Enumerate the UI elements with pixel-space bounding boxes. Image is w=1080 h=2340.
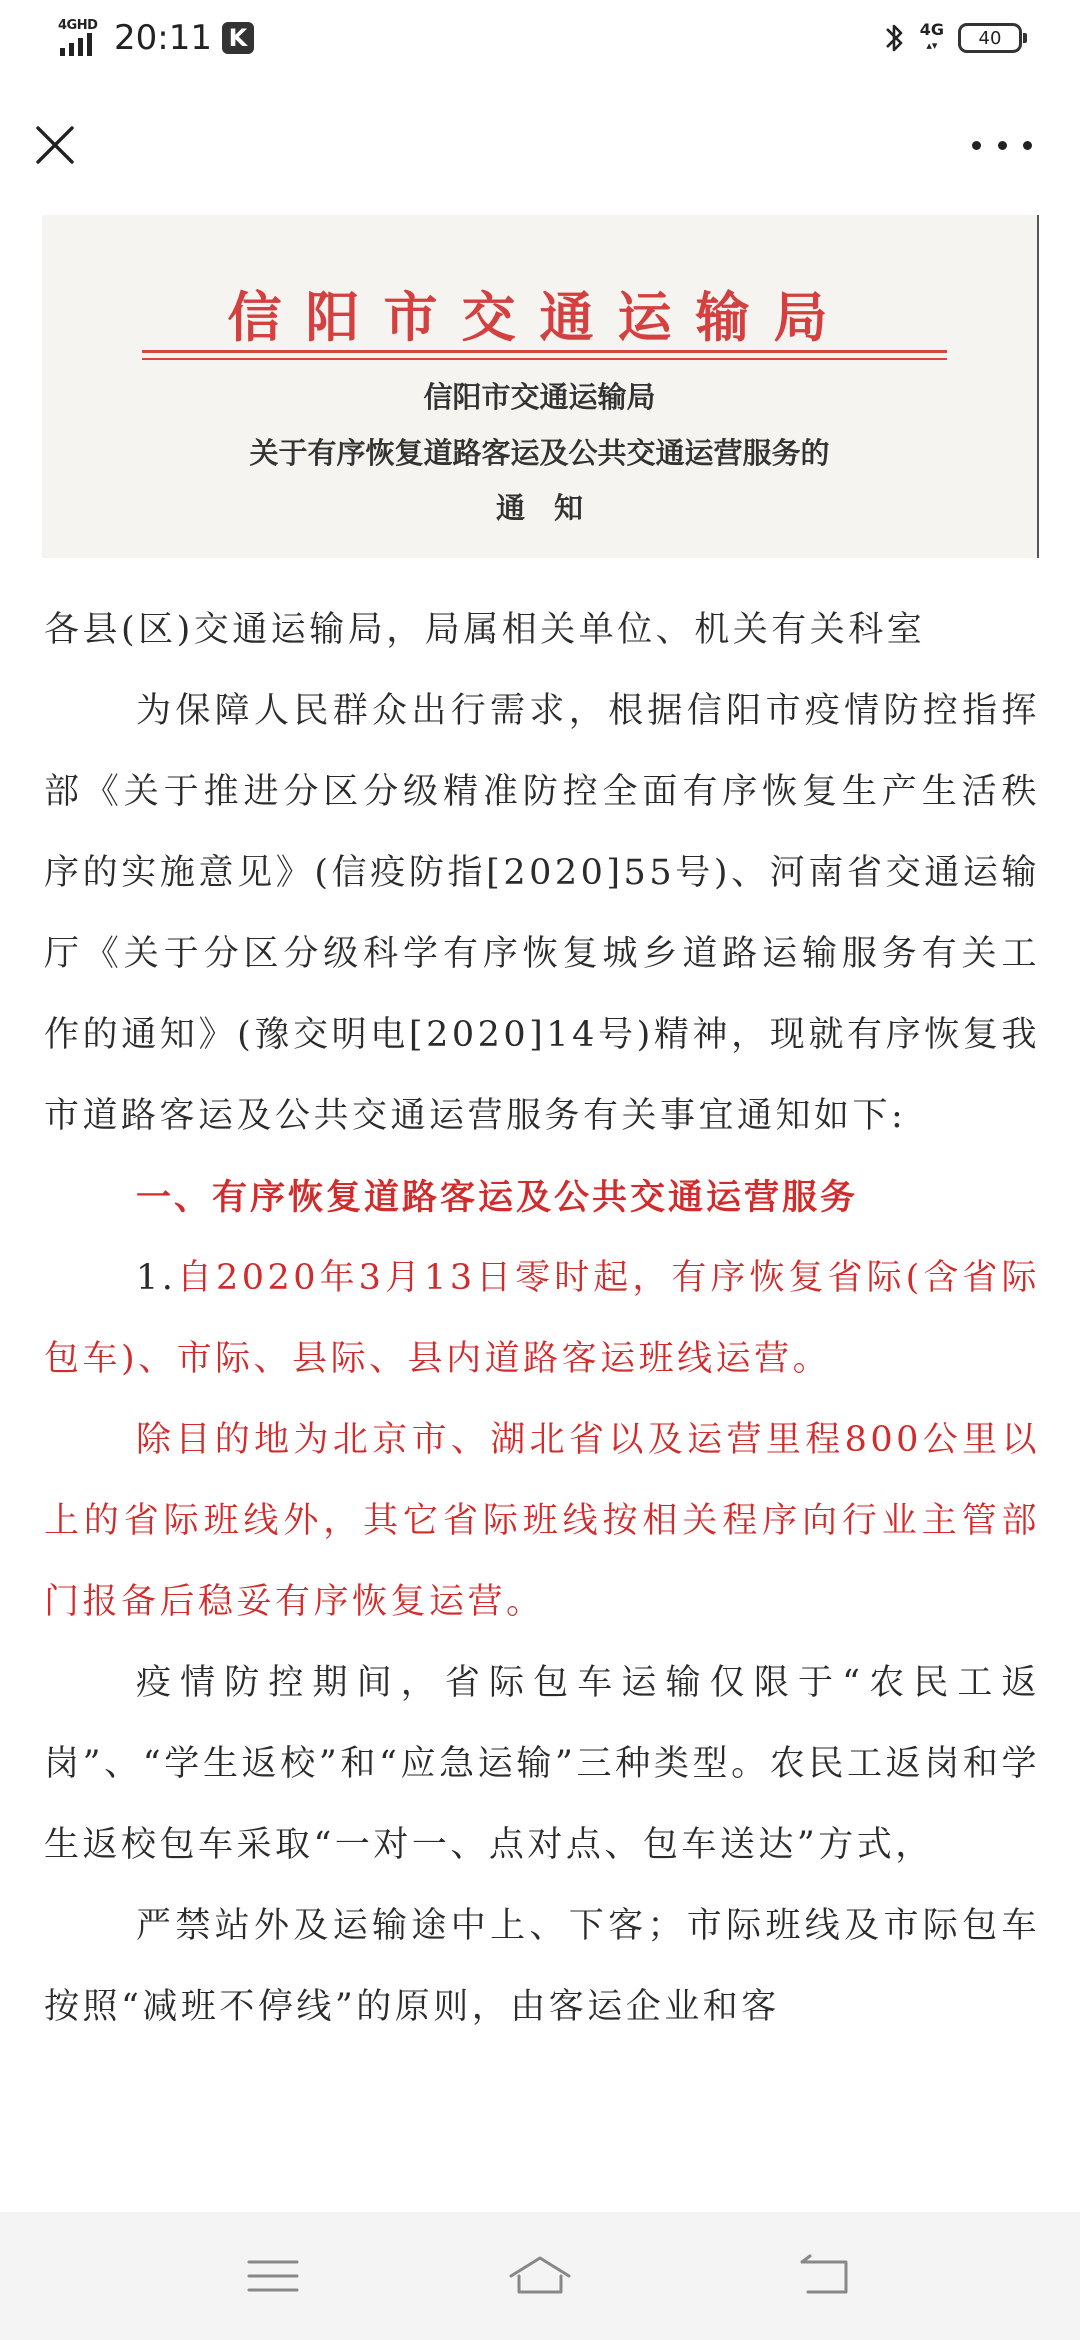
article-content [0,212,1080,2212]
paragraph-intro: 为保障人民群众出行需求，根据信阳市疫情防控指挥部《关于推进分区分级精准防控全面有序恢复生产生活秩序的实施意见》(信疫防指[2020]55号)、河南省交通运输厅《关于分区分级科学有序恢复城乡道路运输服务有关工作的通知》(豫交明电[2020]14号)精神，现就有序恢复我市道路客运及公共交通运营服务有关事宜通知如下: [44,691,1040,1136]
header-divider [142,350,947,353]
item-1 [44,1238,1040,1400]
battery-level: 40 [978,27,1002,49]
battery-icon [958,23,1022,53]
header-subtitle-3: 通 知 [495,491,583,525]
menu-icon[interactable] [243,2246,303,2306]
status-left [58,18,254,58]
org-title: 信阳市交通运输局 [227,285,852,349]
paragraph-prohibition: 严禁站外及运输途中上、下客；市际班线及市际包车按照“减班不停线”的原则，由客运企业和客 [44,1906,1040,2027]
status-bar [0,0,1080,80]
more-dots-icon[interactable] [972,130,1032,160]
top-toolbar [0,80,1080,212]
clock: 20:11 [114,18,212,58]
close-icon[interactable] [30,120,80,170]
header-subtitle-1: 信阳市交通运输局 [423,380,656,414]
paragraph-charter: 疫情防控期间，省际包车运输仅限于“农民工返岗”、“学生返校”和“应急运输”三种类型。农民工返岗和学生返校包车采取“一对一、点对点、包车送达”方式， [44,1663,1040,1865]
bluetooth-icon [884,20,906,56]
signal-icon [58,18,104,58]
paragraph-interprovincial: 除目的地为北京市、湖北省以及运营里程800公里以上的省际班线外，其它省际班线按相关程序向行业主管部门报备后稳妥有序恢复运营。 [44,1420,1040,1622]
document-header-image [42,215,1039,558]
item-1-number: 1. [136,1258,177,1298]
navigation-bar [0,2212,1080,2340]
item-1-text: 自2020年3月13日零时起，有序恢复省际(含省际包车)、市际、县际、县内道路客运班线运营。 [44,1258,1040,1379]
mobile-data-icon: 4G ▴▾ [919,20,944,52]
status-right [884,20,1022,56]
home-icon[interactable] [505,2246,575,2306]
back-icon[interactable] [796,2246,856,2306]
header-subtitle-2: 关于有序恢复道路客运及公共交通运营服务的 [249,436,830,470]
document-body [44,590,1040,2048]
header-divider-thin [142,358,947,360]
network-type-label: 4GHD [58,18,98,33]
section-heading: 一、有序恢复道路客运及公共交通运营服务 [136,1177,859,1218]
app-badge-icon: K [222,22,254,54]
salutation: 各县(区)交通运输局，局属相关单位、机关有关科室 [44,610,926,650]
